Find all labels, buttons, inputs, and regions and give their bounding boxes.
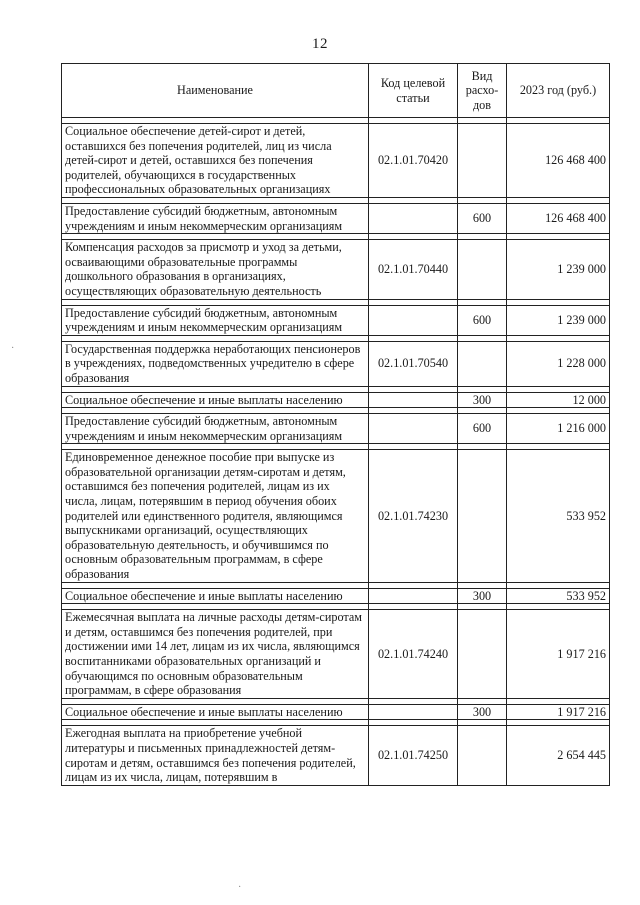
expense-type-cell bbox=[458, 610, 507, 699]
table-row bbox=[62, 726, 610, 785]
header-code: Код целевой статьи bbox=[369, 64, 458, 118]
code-cell: 02.1.01.70420 bbox=[369, 124, 458, 198]
name-cell: Государственная поддержка неработающих пенсионеров в учреждениях, подведомственных учредителю в сфере образования bbox=[62, 341, 369, 386]
expense-type-cell bbox=[458, 450, 507, 582]
table-row bbox=[62, 610, 610, 699]
amount-cell: 1 917 216 bbox=[507, 704, 610, 720]
expense-type-cell: 300 bbox=[458, 704, 507, 720]
amount-cell: 126 468 400 bbox=[507, 203, 610, 233]
table-row bbox=[62, 203, 610, 233]
page-number: 12 bbox=[312, 36, 328, 52]
amount-cell: 1 228 000 bbox=[507, 341, 610, 386]
table-row bbox=[62, 450, 610, 582]
amount-cell: 533 952 bbox=[507, 588, 610, 604]
code-cell: 02.1.01.70440 bbox=[369, 240, 458, 299]
table-row bbox=[62, 414, 610, 444]
expense-type-cell: 600 bbox=[458, 414, 507, 444]
name-cell: Социальное обеспечение и иные выплаты населению bbox=[62, 704, 369, 720]
name-cell: Предоставление субсидий бюджетным, автономным учреждениям и иным некоммерческим организациям bbox=[62, 305, 369, 335]
code-cell: 02.1.01.74230 bbox=[369, 450, 458, 582]
expense-type-cell bbox=[458, 726, 507, 785]
table-row bbox=[62, 240, 610, 299]
table-row bbox=[62, 341, 610, 386]
code-cell bbox=[369, 588, 458, 604]
name-cell: Предоставление субсидий бюджетным, автономным учреждениям и иным некоммерческим организациям bbox=[62, 414, 369, 444]
amount-cell: 1 216 000 bbox=[507, 414, 610, 444]
header-expense-type: Вид расхо-дов bbox=[458, 64, 507, 118]
table-row bbox=[62, 124, 610, 198]
name-cell: Предоставление субсидий бюджетным, автономным учреждениям и иным некоммерческим организациям bbox=[62, 203, 369, 233]
expense-type-cell: 600 bbox=[458, 305, 507, 335]
name-cell: Социальное обеспечение и иные выплаты населению bbox=[62, 588, 369, 604]
table-row bbox=[62, 305, 610, 335]
table-row bbox=[62, 704, 610, 720]
code-cell bbox=[369, 392, 458, 408]
amount-cell: 1 239 000 bbox=[507, 305, 610, 335]
amount-cell: 126 468 400 bbox=[507, 124, 610, 198]
name-cell: Ежегодная выплата на приобретение учебной литературы и письменных принадлежностей детям-сиротам и детям, оставшимся без попечения родителей, лицам из их числа, лицам, потерявшим в bbox=[62, 726, 369, 785]
amount-cell: 533 952 bbox=[507, 450, 610, 582]
name-cell: Социальное обеспечение и иные выплаты населению bbox=[62, 392, 369, 408]
expense-type-cell: 300 bbox=[458, 392, 507, 408]
expense-type-cell bbox=[458, 240, 507, 299]
header-name: Наименование bbox=[62, 64, 369, 118]
scan-mark: · bbox=[11, 343, 15, 354]
table-row bbox=[62, 588, 610, 604]
amount-cell: 2 654 445 bbox=[507, 726, 610, 785]
header-amount: 2023 год (руб.) bbox=[507, 64, 610, 118]
table-row bbox=[62, 392, 610, 408]
code-cell: 02.1.01.70540 bbox=[369, 341, 458, 386]
expense-type-cell bbox=[458, 124, 507, 198]
table-body bbox=[62, 118, 610, 786]
expense-type-cell: 300 bbox=[458, 588, 507, 604]
amount-cell: 1 239 000 bbox=[507, 240, 610, 299]
code-cell: 02.1.01.74250 bbox=[369, 726, 458, 785]
code-cell bbox=[369, 203, 458, 233]
expense-type-cell bbox=[458, 341, 507, 386]
code-cell bbox=[369, 704, 458, 720]
amount-cell: 1 917 216 bbox=[507, 610, 610, 699]
name-cell: Единовременное денежное пособие при выпуске из образовательной организации детям-сиротам и детям, оставшимся без попечения родителей, лицам из их числа, лицам, потерявшим в период обучения обоих родителей или единственного родителя, являющимся выпускниками организаций, осуществляющих образовательную деятельность, и обучившимся по основным образовательным программам, в сфере образования bbox=[62, 450, 369, 582]
name-cell: Социальное обеспечение детей-сирот и детей, оставшихся без попечения родителей, лиц из числа детей-сирот и детей, оставшихся без попечения родителей, обучающихся в государственных профессиональных образовательных организациях bbox=[62, 124, 369, 198]
amount-cell: 12 000 bbox=[507, 392, 610, 408]
code-cell bbox=[369, 414, 458, 444]
name-cell: Компенсация расходов за присмотр и уход за детьми, осваивающими образовательные программы дошкольного образования в организациях, осуществляющих образовательную деятельность bbox=[62, 240, 369, 299]
budget-table bbox=[61, 63, 610, 786]
code-cell bbox=[369, 305, 458, 335]
expense-type-cell: 600 bbox=[458, 203, 507, 233]
name-cell: Ежемесячная выплата на личные расходы детям-сиротам и детям, оставшимся без попечения родителей, при достижении ими 14 лет, лицам из их числа, являющимся воспитанниками образовательных организаций и обучающимся по основным образовательным программам, в сфере образования bbox=[62, 610, 369, 699]
table-header-row bbox=[62, 64, 610, 118]
code-cell: 02.1.01.74240 bbox=[369, 610, 458, 699]
scan-mark: · bbox=[238, 882, 242, 893]
